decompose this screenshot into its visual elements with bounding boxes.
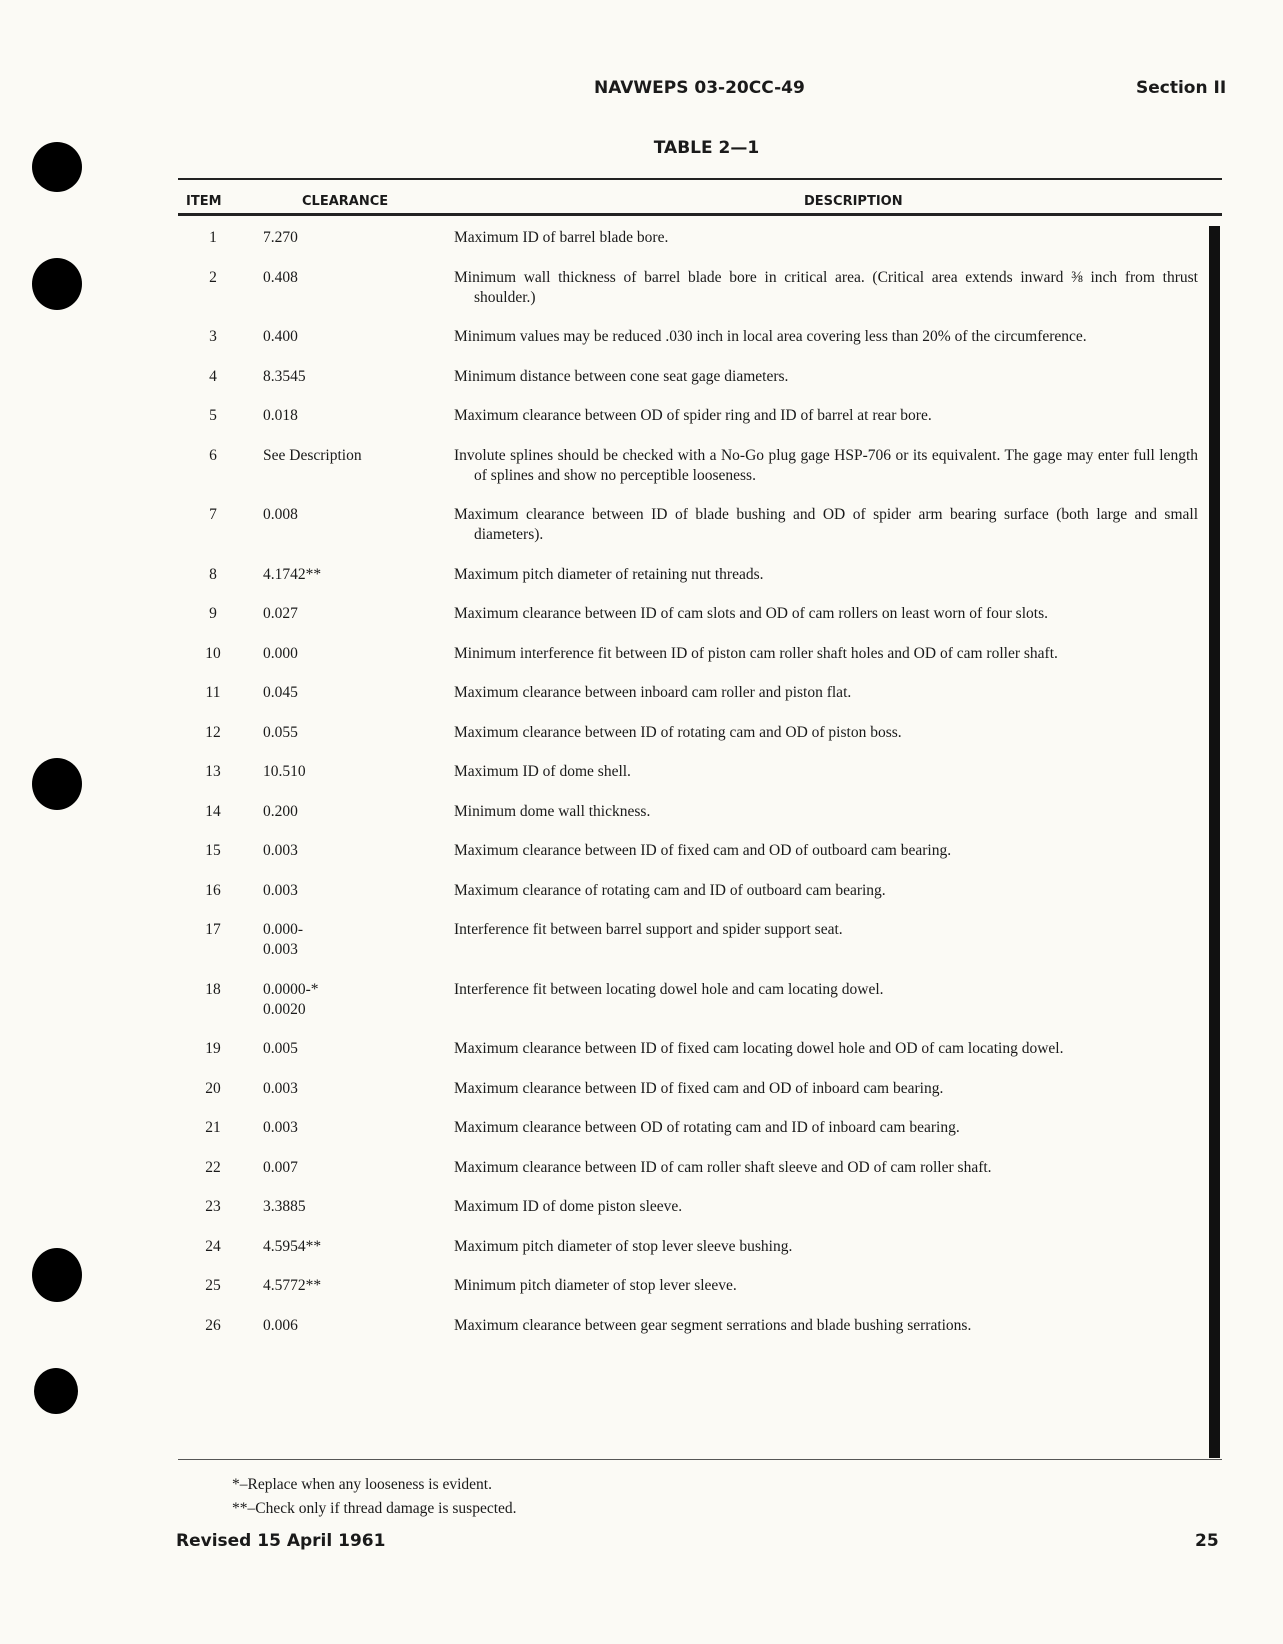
table-row xyxy=(178,327,1198,367)
change-bar xyxy=(1209,226,1220,1458)
table-row xyxy=(178,802,1198,842)
document-number: NAVWEPS 03-20CC-49 xyxy=(594,78,805,98)
clearance-cell: 4.5954** xyxy=(263,1237,322,1255)
table-row xyxy=(178,762,1198,802)
item-cell: 19 xyxy=(205,1040,221,1057)
punch-hole xyxy=(34,1368,78,1414)
table-row xyxy=(178,367,1198,407)
clearance-cell: 0.000- 0.003 xyxy=(263,921,304,958)
item-cell: 25 xyxy=(205,1277,221,1294)
table-row xyxy=(178,881,1198,921)
table-row xyxy=(178,683,1198,723)
description-cell: Maximum clearance of rotating cam and ID of outboard cam bearing. xyxy=(454,881,886,899)
clearance-cell: 0.003 xyxy=(263,842,298,859)
table-title: TABLE 2—1 xyxy=(653,138,760,158)
table-row xyxy=(178,446,1198,506)
item-cell: 23 xyxy=(205,1198,221,1215)
item-cell: 16 xyxy=(205,881,221,899)
clearance-cell: 0.055 xyxy=(263,723,298,741)
column-header-clearance: CLEARANCE xyxy=(302,194,389,209)
table-row xyxy=(178,1039,1198,1079)
clearance-cell: 0.003 xyxy=(263,1079,298,1097)
item-cell: 5 xyxy=(209,407,217,424)
section-label: Section II xyxy=(1136,78,1227,98)
punch-hole xyxy=(32,1248,82,1302)
item-cell: 9 xyxy=(209,605,217,622)
description-cell: Maximum clearance between gear segment serrations and blade bushing serrations. xyxy=(454,1316,972,1334)
description-cell: Minimum interference fit between ID of piston cam roller shaft holes and OD of cam roller shaft. xyxy=(454,644,1058,662)
item-cell: 1 xyxy=(209,229,217,246)
clearance-cell: See Description xyxy=(263,446,362,464)
page-number: 25 xyxy=(1195,1531,1219,1551)
table-row xyxy=(178,1276,1198,1316)
clearance-cell: 0.200 xyxy=(263,802,298,820)
description-cell: Interference fit between locating dowel hole and cam locating dowel. xyxy=(454,980,884,998)
clearance-cell: 8.3545 xyxy=(263,367,306,385)
description-cell: Maximum ID of barrel blade bore. xyxy=(454,229,669,246)
item-cell: 26 xyxy=(205,1316,221,1334)
item-cell: 3 xyxy=(209,328,217,345)
description-cell: Minimum distance between cone seat gage diameters. xyxy=(454,367,789,385)
clearance-cell: 0.018 xyxy=(263,407,298,424)
description-cell: Minimum pitch diameter of stop lever sleeve. xyxy=(454,1277,737,1294)
punch-hole xyxy=(32,258,82,310)
clearance-cell: 0.008 xyxy=(263,506,298,523)
clearance-cell: 3.3885 xyxy=(263,1198,306,1215)
description-cell: Maximum clearance between OD of rotating cam and ID of inboard cam bearing. xyxy=(454,1119,960,1136)
table-row xyxy=(178,604,1198,644)
table-row xyxy=(178,841,1198,881)
description-cell: Maximum clearance between ID of cam slots and OD of cam rollers on least worn of four slots. xyxy=(454,605,1048,622)
item-cell: 15 xyxy=(205,842,221,859)
clearance-cell: 0.006 xyxy=(263,1316,298,1334)
table-header-rule xyxy=(178,213,1222,216)
description-cell: Maximum ID of dome shell. xyxy=(454,763,631,780)
footnote-double-asterisk: **–Check only if thread damage is suspected. xyxy=(232,1500,517,1517)
table-bottom-rule xyxy=(178,1459,1222,1460)
table-row xyxy=(178,1316,1198,1356)
table-row xyxy=(178,723,1198,763)
description-cell: Maximum clearance between ID of fixed cam and OD of inboard cam bearing. xyxy=(454,1079,944,1097)
table-row xyxy=(178,565,1198,605)
description-cell: Maximum clearance between ID of fixed cam locating dowel hole and OD of cam locating dowel. xyxy=(454,1040,1064,1057)
item-cell: 13 xyxy=(205,763,221,780)
table-row xyxy=(178,1079,1198,1119)
item-cell: 6 xyxy=(209,446,217,464)
clearance-cell: 0.005 xyxy=(263,1040,298,1057)
table-row xyxy=(178,980,1198,1040)
description-cell: Maximum clearance between ID of cam roller shaft sleeve and OD of cam roller shaft. xyxy=(454,1158,992,1176)
description-cell: Maximum ID of dome piston sleeve. xyxy=(454,1198,683,1215)
clearance-cell: 0.007 xyxy=(263,1158,298,1176)
item-cell: 7 xyxy=(209,506,217,523)
clearance-cell: 4.1742** xyxy=(263,565,322,583)
revision-date: Revised 15 April 1961 xyxy=(176,1531,386,1551)
clearance-cell: 0.045 xyxy=(263,684,298,701)
item-cell: 4 xyxy=(209,367,217,385)
table-row xyxy=(178,505,1198,565)
table-row xyxy=(178,1158,1198,1198)
item-cell: 24 xyxy=(205,1237,221,1255)
item-cell: 18 xyxy=(205,980,221,998)
column-header-item: ITEM xyxy=(186,194,222,209)
description-cell: Minimum wall thickness of barrel blade bore in critical area. (Critical area extends inward ⅜ inch from thrust shoulder.) xyxy=(454,268,1198,306)
clearance-cell: 0.003 xyxy=(263,1119,298,1136)
item-cell: 17 xyxy=(205,921,221,938)
item-cell: 12 xyxy=(205,723,221,741)
table-row xyxy=(178,1197,1198,1237)
item-cell: 22 xyxy=(205,1158,221,1176)
description-cell: Maximum clearance between ID of blade bushing and OD of spider arm bearing surface (both large and small diameters). xyxy=(454,506,1198,543)
table-row xyxy=(178,920,1198,980)
description-cell: Minimum dome wall thickness. xyxy=(454,802,651,820)
table-row xyxy=(178,268,1198,328)
clearance-cell: 4.5772** xyxy=(263,1277,322,1294)
description-cell: Maximum clearance between ID of fixed cam and OD of outboard cam bearing. xyxy=(454,842,952,859)
description-cell: Maximum clearance between ID of rotating cam and OD of piston boss. xyxy=(454,723,902,741)
column-header-description: DESCRIPTION xyxy=(804,194,903,209)
clearance-cell: 0.408 xyxy=(263,268,298,286)
table-row xyxy=(178,1118,1198,1158)
description-cell: Interference fit between barrel support and spider support seat. xyxy=(454,921,843,938)
description-cell: Minimum values may be reduced .030 inch in local area covering less than 20% of the circumference. xyxy=(454,328,1087,345)
item-cell: 10 xyxy=(205,644,221,662)
table-body xyxy=(178,228,1198,1355)
item-cell: 14 xyxy=(205,802,221,820)
clearance-cell: 7.270 xyxy=(263,229,298,246)
item-cell: 11 xyxy=(205,684,221,701)
table-row xyxy=(178,228,1198,268)
table-row xyxy=(178,1237,1198,1277)
table-row xyxy=(178,644,1198,684)
item-cell: 21 xyxy=(205,1119,221,1136)
table-row xyxy=(178,406,1198,446)
clearance-cell: 10.510 xyxy=(263,763,306,780)
clearance-cell: 0.003 xyxy=(263,881,298,899)
item-cell: 8 xyxy=(209,565,217,583)
item-cell: 20 xyxy=(205,1079,221,1097)
description-cell: Maximum clearance between OD of spider ring and ID of barrel at rear bore. xyxy=(454,407,932,424)
description-cell: Maximum clearance between inboard cam roller and piston flat. xyxy=(454,684,852,701)
description-cell: Involute splines should be checked with a No-Go plug gage HSP-706 or its equivalent. The gage may enter full length of splines and show no perceptible looseness. xyxy=(454,446,1198,484)
clearance-cell: 0.0000-* 0.0020 xyxy=(263,980,319,1018)
table-top-rule xyxy=(178,178,1222,180)
footnote-single-asterisk: *–Replace when any looseness is evident. xyxy=(232,1476,492,1493)
clearance-cell: 0.400 xyxy=(263,328,298,345)
punch-hole xyxy=(32,758,82,810)
description-cell: Maximum pitch diameter of stop lever sleeve bushing. xyxy=(454,1237,793,1255)
clearance-cell: 0.027 xyxy=(263,605,298,622)
clearance-cell: 0.000 xyxy=(263,644,298,662)
description-cell: Maximum pitch diameter of retaining nut threads. xyxy=(454,565,764,583)
item-cell: 2 xyxy=(209,268,217,286)
